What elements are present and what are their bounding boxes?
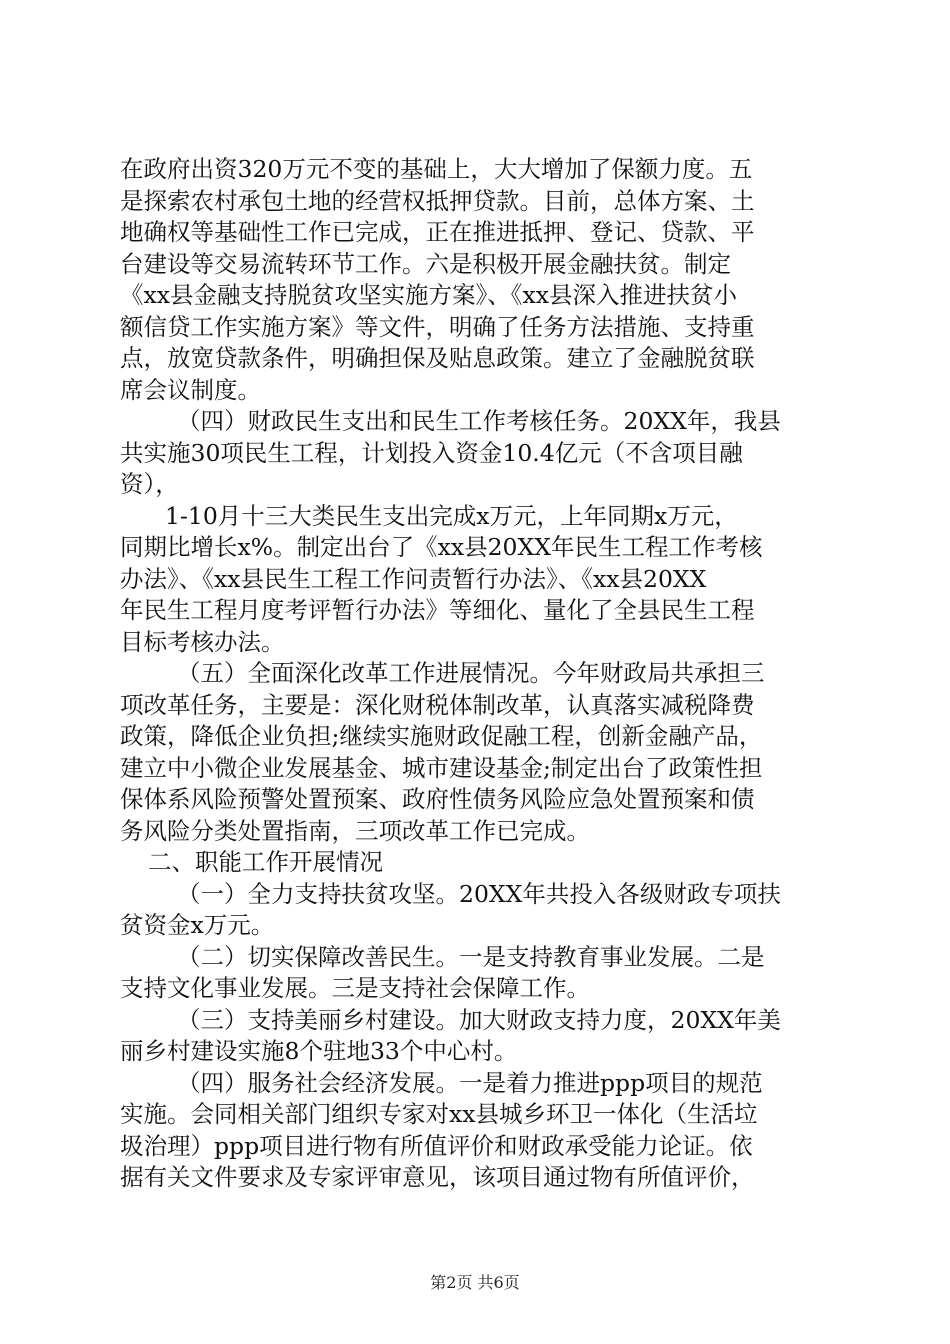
text-line: 台建设等交易流转环节工作。六是积极开展金融扶贫。制定 (120, 249, 731, 278)
text-line: 席会议制度。 (120, 375, 261, 404)
text-line: 据有关文件要求及专家评审意见，该项目通过物有所值评价， (120, 1163, 755, 1191)
text-line: 地确权等基础性工作已完成，正在推进抵押、登记、贷款、平 (120, 218, 755, 246)
text-line: 《xx县金融支持脱贫攻坚实施方案》、《xx县深入推进扶贫小 (120, 281, 738, 309)
text-line: 1-10月十三大类民生支出完成x万元，上年同期x万元， (165, 501, 738, 530)
text-line: 务风险分类处置指南，三项改革工作已完成。 (120, 816, 590, 845)
text-line: 目标考核办法。 (120, 627, 285, 656)
text-line: 保体系风险预警处置预案、政府性债务风险应急处置预案和债 (120, 785, 755, 813)
text-line: 办法》、《xx县民生工程工作问责暂行办法》、《xx县20XX (120, 564, 707, 593)
text-line: 支持文化事业发展。三是支持社会保障工作。 (120, 974, 590, 1002)
text-line: 贫资金x万元。 (120, 911, 275, 939)
text-line: 圾治理）ppp项目进行物有所值评价和财政承受能力论证。依 (120, 1131, 753, 1160)
text-line: 共实施30项民生工程，计划投入资金10.4亿元（不含项目融 (120, 438, 743, 467)
text-line: 额信贷工作实施方案》等文件，明确了任务方法措施、支持重 (120, 312, 755, 341)
text-line: 同期比增长x%。制定出台了《xx县20XX年民生工程工作考核 (120, 533, 763, 561)
text-line: 在政府出资320万元不变的基础上，大大增加了保额力度。五 (120, 155, 753, 183)
text-line: （四）服务社会经济发展。一是着力推进ppp项目的规范 (177, 1068, 763, 1097)
text-line: （四）财政民生支出和民生工作考核任务。20XX年，我县 (177, 407, 781, 435)
text-line: 二、职能工作开展情况 (148, 848, 383, 876)
text-line: 实施。会同相关部门组织专家对xx县城乡环卫一体化（生活垃 (120, 1100, 758, 1128)
text-line: 资）， (120, 470, 179, 498)
text-line: 项改革任务，主要是：深化财税体制改革，认真落实减税降费 (120, 690, 755, 719)
text-line: （二）切实保障改善民生。一是支持教育事业发展。二是 (177, 942, 765, 971)
text-line: 政策，降低企业负担;继续实施财政促融工程，创新金融产品， (120, 722, 763, 750)
text-line: （三）支持美丽乡村建设。加大财政支持力度，20XX年美 (177, 1005, 781, 1034)
text-line: 建立中小微企业发展基金、城市建设基金;制定出台了政策性担 (120, 753, 763, 782)
text-line: 是探索农村承包土地的经营权抵押贷款。目前，总体方案、土 (120, 186, 755, 215)
text-line: （一）全力支持扶贫攻坚。20XX年共投入各级财政专项扶 (177, 879, 781, 908)
text-line: 点，放宽贷款条件，明确担保及贴息政策。建立了金融脱贫联 (120, 344, 755, 372)
document-body (120, 154, 832, 1194)
page-number: 第2页 共6页 (430, 1273, 520, 1292)
text-line: 年民生工程月度考评暂行办法》等细化、量化了全县民生工程 (120, 596, 755, 624)
text-line: （五）全面深化改革工作进展情况。今年财政局共承担三 (177, 659, 765, 687)
text-line: 丽乡村建设实施8个驻地33个中心村。 (120, 1037, 518, 1065)
